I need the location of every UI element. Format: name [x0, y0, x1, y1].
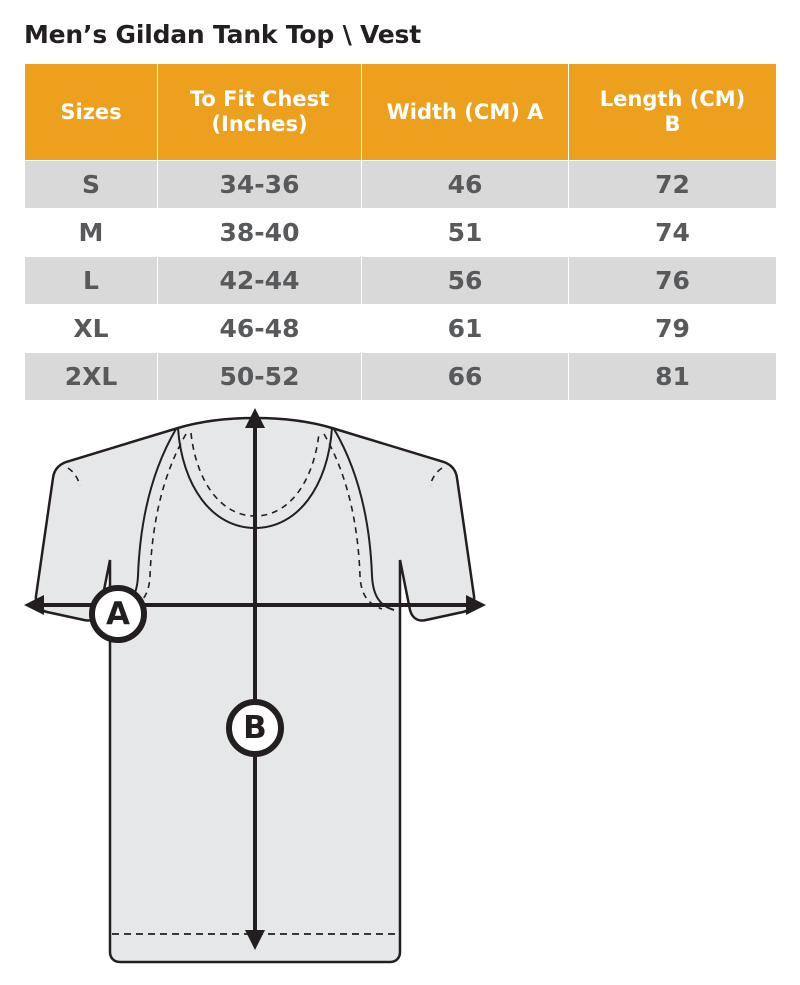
cell-size: 2XL	[25, 353, 158, 401]
cell-chest: 50-52	[158, 353, 362, 401]
measurement-b-label: B	[243, 710, 267, 746]
width-arrow-head-right	[466, 595, 486, 615]
column-header-sizes: Sizes	[25, 64, 158, 161]
page-title: Men’s Gildan Tank Top \ Vest	[24, 20, 421, 49]
table-row	[25, 353, 777, 401]
table-header-row	[25, 64, 777, 161]
cell-length: 79	[569, 305, 777, 353]
cell-length: 76	[569, 257, 777, 305]
column-header-width: Width (CM) A	[362, 64, 569, 161]
cell-width: 66	[362, 353, 569, 401]
measurement-a-label: A	[106, 596, 130, 632]
cell-size: M	[25, 209, 158, 257]
cell-width: 46	[362, 161, 569, 209]
size-chart-table	[24, 63, 777, 401]
cell-width: 61	[362, 305, 569, 353]
size-chart-container	[24, 63, 776, 401]
cell-chest: 42-44	[158, 257, 362, 305]
cell-length: 81	[569, 353, 777, 401]
table-row	[25, 305, 777, 353]
garment-diagram	[0, 400, 800, 985]
column-header-chest-line2: (Inches)	[211, 112, 308, 136]
table-row	[25, 257, 777, 305]
cell-size: S	[25, 161, 158, 209]
cell-length: 72	[569, 161, 777, 209]
column-header-length	[569, 64, 777, 161]
width-arrow-head-left	[24, 595, 44, 615]
column-header-chest-line1: To Fit Chest	[189, 87, 330, 112]
cell-chest: 46-48	[158, 305, 362, 353]
cell-width: 51	[362, 209, 569, 257]
table-row	[25, 161, 777, 209]
cell-length: 74	[569, 209, 777, 257]
cell-width: 56	[362, 257, 569, 305]
table-row	[25, 209, 777, 257]
cell-chest: 34-36	[158, 161, 362, 209]
column-header-chest	[158, 64, 362, 161]
column-header-length-line2: B	[664, 112, 681, 136]
cell-size: L	[25, 257, 158, 305]
column-header-length-line1: Length (CM)	[599, 87, 746, 112]
cell-chest: 38-40	[158, 209, 362, 257]
cell-size: XL	[25, 305, 158, 353]
